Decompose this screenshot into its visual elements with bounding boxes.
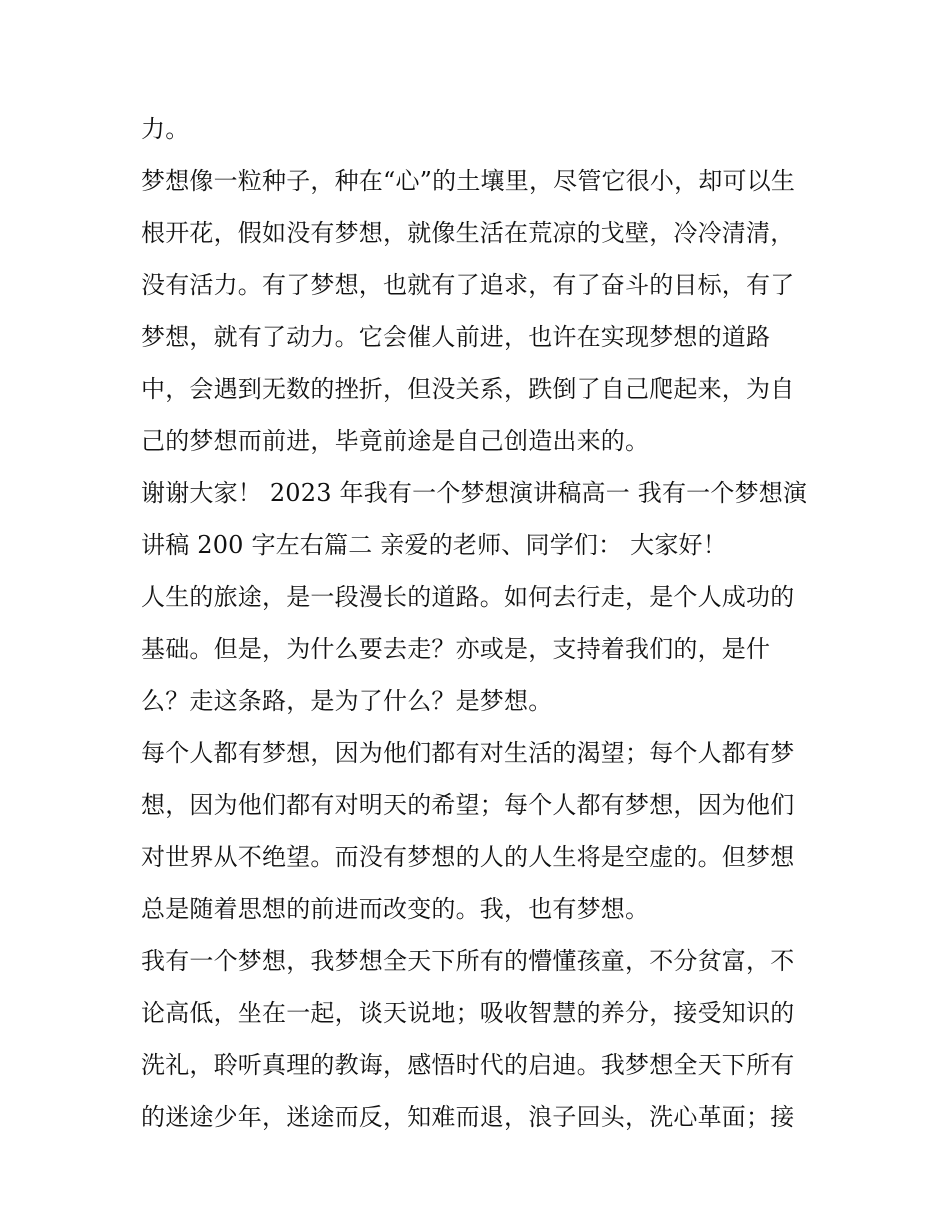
text-line: 梦想，就有了动力。它会催人前进，也许在实现梦想的道路 [141,323,771,351]
text-line: 讲稿 200 字左右篇二 亲爱的老师、同学们： 大家好！ [141,531,727,559]
text-line: 中，会遇到无数的挫折，但没关系，跌倒了自己爬起来，为自 [141,375,795,403]
text-line: 的迷途少年，迷途而反，知难而退，浪子回头，洗心革面；接 [141,1103,795,1131]
text-line: 对世界从不绝望。而没有梦想的人的人生将是空虚的。但梦想 [141,843,795,871]
document-body [141,103,813,1143]
text-line: 梦想像一粒种子，种在“心”的土壤里，尽管它很小，却可以生 [141,167,796,195]
text-line: 洗礼，聆听真理的教诲，感悟时代的启迪。我梦想全天下所有 [141,1051,795,1079]
text-line: 我有一个梦想，我梦想全天下所有的懵懂孩童，不分贫富，不 [141,947,795,975]
text-line: 论高低，坐在一起，谈天说地；吸收智慧的养分，接受知识的 [141,999,795,1027]
text-line: 人生的旅途，是一段漫长的道路。如何去行走，是个人成功的 [141,583,795,611]
text-line: 没有活力。有了梦想，也就有了追求，有了奋斗的目标，有了 [141,271,795,299]
text-line: 谢谢大家！ 2023 年我有一个梦想演讲稿高一 我有一个梦想演 [141,479,808,507]
text-line: 己的梦想而前进，毕竟前途是自己创造出来的。 [141,427,650,455]
text-line: 想，因为他们都有对明天的希望；每个人都有梦想，因为他们 [141,791,795,819]
text-line: 力。 [141,115,190,143]
text-line: 每个人都有梦想，因为他们都有对生活的渴望；每个人都有梦 [141,739,795,767]
text-line: 根开花，假如没有梦想，就像生活在荒凉的戈壁，冷冷清清， [141,219,795,247]
text-line: 基础。但是，为什么要去走？亦或是，支持着我们的，是什 [141,635,771,663]
text-line: 总是随着思想的前进而改变的。我，也有梦想。 [141,895,650,923]
text-line: 么？走这条路，是为了什么？是梦想。 [141,687,553,715]
